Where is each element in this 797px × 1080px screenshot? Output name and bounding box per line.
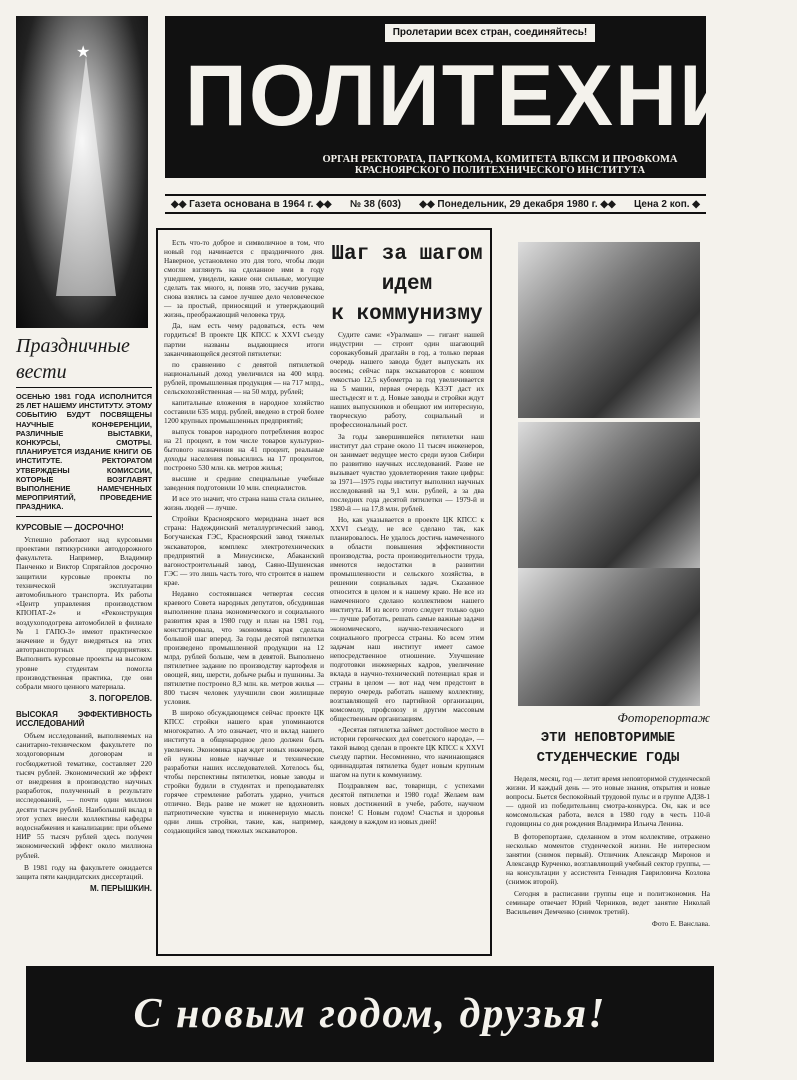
paragraph: Поздравляем вас, товарищи, с успехами десятой пятилетки и 1980 года! Желаем вам новых достижений в учебе, работе, научном поиске! С Новым годом! Счастья и здоровья каждому в каждом из новых дней! (330, 781, 484, 827)
tree-shape (56, 56, 116, 296)
paragraph: Есть что-то доброе и символичное в том, что новый год начинается с праздничного дня. Наверное, установлено это для того, чтобы люди смогли взглянуть на сделанное ими в году ушедшем, увидели, какие они сильные, могущие сделать так много, и, поняв это, засучив рукава, снова взялись за самое лучшее дело человеческое — за простый, приносящий и утверждающий жизнь, преображающий человека труд. (164, 238, 324, 320)
price: Цена 2 коп. ◆ (634, 198, 700, 210)
organ-line: ОРГАН РЕКТОРАТА, ПАРТКОМА, КОМИТЕТА ВЛКСМ И ПРОФКОМА КРАСНОЯРСКОГО ПОЛИТЕХНИЧЕСКОГО ИНСТИТУТА (322, 154, 678, 176)
paragraph: выпуск товаров народного потребления возрос на 21 процент, в том числе товаров культурно-бытового назначения на 41 процент, реальные доходы населения повысились на 17 процентов, построено 530 млн. кв. метров жилья; (164, 426, 324, 473)
paragraph: Стройки Красноярского меридиана знает вся страна: Надеждинский металлургический завод, Богучанская ГЭС, Красноярский завод тяжелых экскаваторов, комплекс электротехнических предприятий в Минусинске, Абаканский вагоностроительный завод, Саяно-Шушенская ГЭС — это лишь часть того, что строится в нашем крае. (164, 514, 324, 587)
issue-date: ◆◆ Понедельник, 29 декабря 1980 г. ◆◆ (419, 198, 616, 210)
left-column (16, 335, 152, 896)
headline-line-1: ЭТИ НЕПОВТОРИМЫЕ (540, 730, 676, 746)
star-icon: ★ (76, 44, 91, 61)
banner-text: С новым годом, друзья! (133, 991, 607, 1037)
article-text-efficiency-2: В 1981 году на факультете ожидается защита пяти кандидатских диссертаций. (16, 862, 152, 881)
divider (16, 387, 152, 388)
founded-note: ◆◆ Газета основана в 1964 г. ◆◆ (171, 198, 332, 210)
signature-2: М. ПЕРЫШКИН. (89, 884, 152, 894)
new-year-banner (26, 966, 714, 1062)
photo-credit: Фото Е. Ванслава. (651, 919, 710, 929)
seminar-photo (518, 568, 700, 706)
paragraph: Судите сами: «Уралмаш» — гигант нашей индустрии — строит один шагающий сорокакубовый драглайн в год, а только первая очередь нашего завода будет выпускать их восемь; сейчас парк экскаваторов с ковшом емкостью 12,5 кубометра за год увеличивается на 5 машин, первая очередь КЗЭТ даст их шестьдесят и т. д. Новые заводы и стройки ждут наших выпускников и обещают им интересную, творческую работу, социальный и профессиональный рост. (330, 330, 484, 430)
headline-line-1: Шаг за шагом (331, 243, 483, 266)
headline-line-2: идем (381, 273, 433, 296)
slogan: Пролетарии всех стран, соединяйтесь! (385, 24, 595, 42)
paragraph: Да, нам есть чему радоваться, есть чем гордиться! В проекте ЦК КПСС к XXVI съезду партии названы выдающиеся итоги заканчивающейся десятой пятилетки: (164, 321, 324, 358)
consultation-photo (518, 422, 700, 572)
article-heading-course: КУРСОВЫЕ — ДОСРОЧНО! (16, 522, 124, 532)
signature-1: З. ПОГОРЕЛОВ. (89, 694, 152, 704)
editorial-headline (330, 240, 484, 330)
paragraph: Но, как указывается в проекте ЦК КПСС к XXVI съезду, не все сделано так, как планировалось. Не удалось достичь намеченного в области повышения эффективности производства, роста производительности труда, имеются недостатки в развитии промышленности и сельского хозяйства, в решении социальных задач. Сказанное относится в целом и к нашему краю. Не все из намеченного сделано коллективом нашего института. И из всего этого следует только одно — лучше работать, решать самые важные задачи экономического, научно-технического и социального прогресса страны. Ко всем этим задачам наш институт имеет самое непосредственное отношение. Улучшение подготовки инженерных кадров, увеличение вклада в научно-технический потенциал края и страны в целом — вот над чем предстоит в первую очередь работать нашему коллективу, возглавляющей его партийной организации, комсомолу, профсоюзу и другим массовым общественным организациям. (330, 514, 484, 723)
issue-number: № 38 (603) (349, 198, 402, 210)
newspaper-title: ПОЛИТЕХНИК (185, 48, 797, 144)
paragraph: И все это значит, что страна наша стала сильнее, жизнь людей — лучше. (164, 494, 324, 513)
paragraph: Сегодня в расписании группы еще и политэкономия. На семинаре отвечает Юрий Черников, ведет занятие Николай Васильевич Демченко (снимок третий). (506, 889, 710, 917)
christmas-tree-photo (16, 16, 148, 328)
article-text-efficiency: Объем исследований, выполняемых на санитарно-техническом факультете по хоздоговорным договорам и госбюджетной тематике, составляет 220 тысяч рублей. Экономический же эффект от внедрения в производство научных разработок, полученный в результате исследований, — почти один миллион десяти тысяч рублей. Наибольший вклад в этот успех внесли коллективы кафедры водоснабжения и канализации: при объеме НИР 55 тысяч рублей здесь получен экономический эффект около миллиона рублей. (16, 730, 152, 860)
photo-report-label: Фоторепортаж (617, 710, 710, 725)
headline-line-3: к коммунизму (331, 303, 483, 326)
paragraph: Недавно состоявшаяся четвертая сессия краевого Совета народных депутатов, обсудившая выполнение плана экономического и социального развития края в 1980 году и план на 1981 год, констатировала, что экономика края сделала большой шаг вперед. За годы десятой пятилетки произведено промышленной продукции на 12 млрд. рублей больше, чем в девятой. Выполнено пятилетнее задание по производству картофеля и овощей, яиц, шерсти, добыче рыбы и пушнины. За пятилетие построено 8,3 млн. кв. метров жилья — 800 тысяч человек улучшили свои жилищные условия. (164, 588, 324, 707)
paragraph: по сравнению с девятой пятилеткой национальный доход увеличился на 400 млрд. рублей, промышленная продукция — на 717 млрд., сельскохозяйственная — на 50 млрд. рублей; (164, 359, 324, 396)
photo-report-text (506, 774, 710, 929)
photo-report (500, 228, 714, 958)
paragraph: В фоторепортаже, сделанном в этом коллективе, отражено несколько моментов студенческой жизни. Не интересном занятии (снимок первый). Отличник Александр Миронов и Александр Курченко, возглавляющий учебный сектор группы, — на консультации у ассистента Геннадия Гавриловича Козлова (снимок второй). (506, 831, 710, 887)
article-heading-efficiency: ВЫСОКАЯ ЭФФЕКТИВНОСТЬ ИССЛЕДОВАНИЙ (16, 709, 152, 728)
lead-paragraph: ОСЕНЬЮ 1981 ГОДА ИСПОЛНИТСЯ 25 ЛЕТ НАШЕМУ ИНСТИТУТУ. ЭТОМУ СОБЫТИЮ БУДУТ ПОСВЯЩЕНЫ НАУЧНЫЕ КОНФЕРЕНЦИИ, РАЗЛИЧНЫЕ ВЫСТАВКИ, КОНКУРСЫ, СМОТРЫ. ПЛАНИРУЕТСЯ ИЗДАНИЕ КНИГИ ОБ ИНСТИТУТЕ. РЕКТОРАТОМ УТВЕРЖДЕНЫ КОМИССИИ, КОТОРЫЕ ВОЗГЛАВЯТ ВЫПОЛНЕНИЕ НАМЕЧЕННЫХ МЕРОПРИЯТИЙ, ПРОВЕДЕНИЕ ПРАЗДНИКА. (16, 392, 152, 512)
photo-report-headline (506, 728, 710, 768)
info-bar (165, 194, 706, 214)
paragraph: Неделя, месяц, год — летит время неповторимой студенческой жизни. И каждый день — это новые знания, открытия и новые вопросы. Бьется беспокойный трудовой пульс и в группе АД38-1 — одной из победительниц смотра-конкурса. Он, как и все комсомольская работа, велся в 1980 году в честь 110-й годовщины со дня рождения Владимира Ильича Ленина. (506, 774, 710, 829)
editorial-column-a (164, 238, 324, 837)
masthead (165, 16, 797, 178)
student-group-photo (518, 242, 700, 418)
headline-line-2: СТУДЕНЧЕСКИЕ ГОДЫ (536, 750, 680, 766)
editorial-box (156, 228, 492, 956)
paragraph: За годы завершившейся пятилетки наш институт дал стране около 11 тысяч инженеров, он занимает ведущее место среди вузов Сибири по развитию научных исследований. Разве не вызывает чувство удовлетворения такие цифры: за 1971—1975 годы институт выполнил научных исследований на 9,1 млн. рублей, а за два последних года десятой пятилетки — 1979-й и 1980-й — на 17,8 млн. рублей. (330, 431, 484, 513)
paragraph: капитальные вложения в народное хозяйство составили 635 млрд. рублей, введено в строй более 1200 крупных промышленных предприятий; (164, 397, 324, 425)
editorial-column-b (330, 330, 484, 829)
left-heading-2: вести (16, 361, 67, 383)
article-text-course: Успешно работают над курсовыми проектами пятикурсники автодорожного факультета. Например, Владимир Панченко и Виктор Спрягайлов досрочно защитили курсовые проекты по технической эксплуатации автомобильного транспорта. Их работы «Центр управления производством КПОПАТ-2» и «Реконструкция воздухоподогрева автомобилей в филиале № 1 ГАПО-3» имеют практическое значение и будут внедряться на этих автотранспортных предприятиях. Выполнить курсовые проекты на высоком уровне студентам помогла производственная практика, где они собрали много ценного материала. (16, 534, 152, 692)
paragraph: В широко обсуждающемся сейчас проекте ЦК КПСС стройки нашего края упоминаются многократно. А это означает, что и вклад нашего института в общенародное дело должен быть увеличен. Экономика края ждет новых инженеров, ей нужны новые научные и технические разработки наших исследователей. Хотелось бы, чтобы перспективы пятилетки, новые заводы и стройки будили в студентах и преподавателях горячее стремление работать ударно, учиться отлично. Ведь разве не может не вдохновить патриотические чувства и инженерную мысль одни лишь стройки, такие, как, например, создающийся завод тяжелых экскаваторов. (164, 708, 324, 835)
divider (16, 516, 152, 517)
left-heading-1: Праздничные (16, 335, 130, 357)
paragraph: «Десятая пятилетка займет достойное место в истории героических дел советского народа», — такой вывод сделан в проекте ЦК КПСС к XXVI съезду партии. Несомненно, что начинающаяся одиннадцатая пятилетка будет новым крупным шагом на пути к коммунизму. (330, 725, 484, 780)
paragraph: высшие и средние специальные учебные заведения подготовили 10 млн. специалистов. (164, 474, 324, 493)
